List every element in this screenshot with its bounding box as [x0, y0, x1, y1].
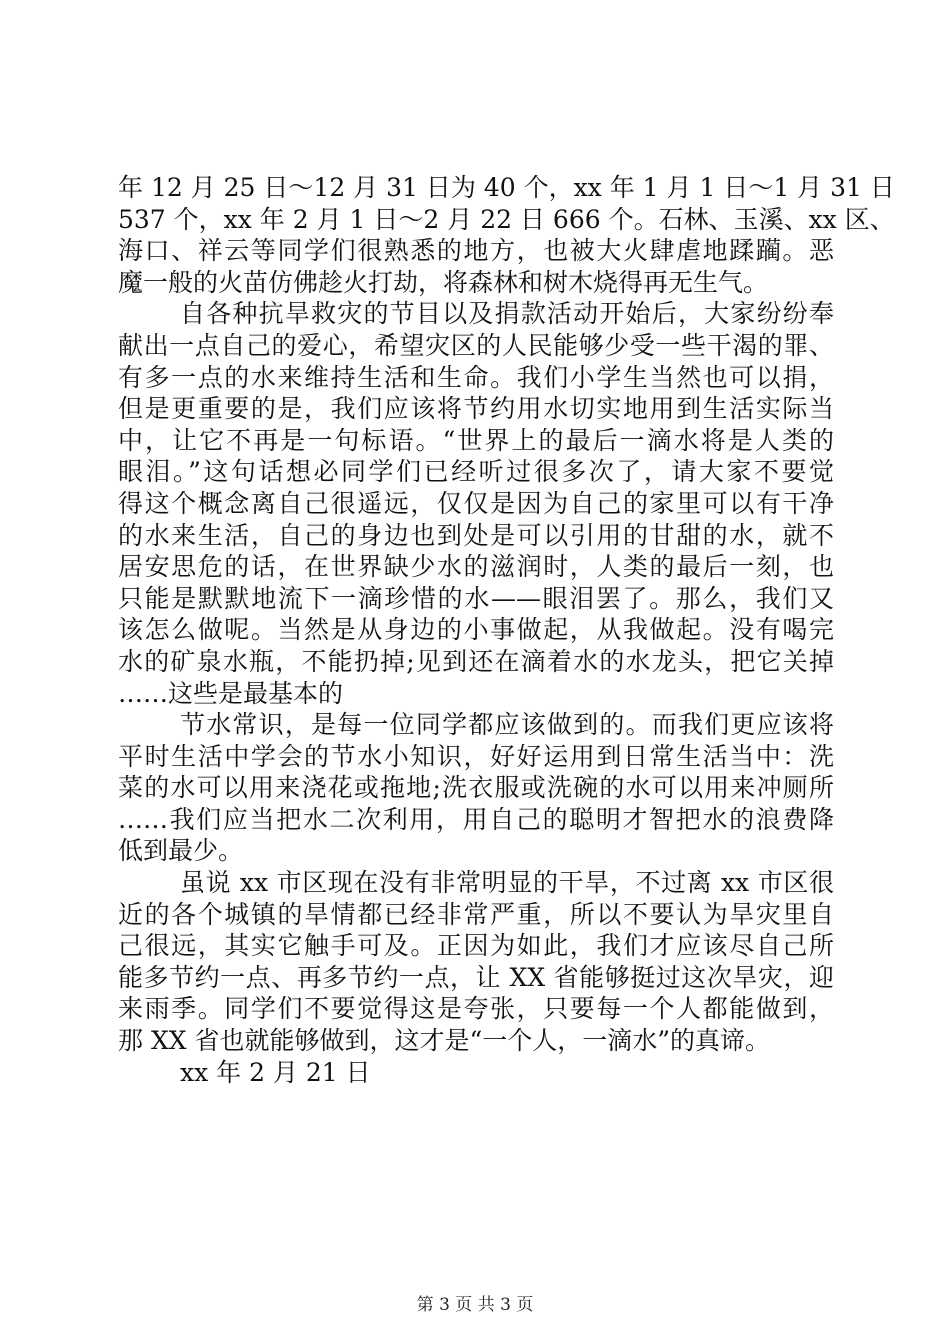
paragraph-start-line: 自各种抗旱救灾的节目以及捐款活动开始后，大家纷纷奉: [180, 299, 834, 329]
paragraph-start-line: 虽说 xx 市区现在没有非常明显的干旱，不过离 xx 市区很: [180, 868, 834, 898]
text-line: 年 12 月 25 日～12 月 31 日为 40 个，xx 年 1 月 1 日～1 月 31 日: [118, 173, 895, 202]
text-line: 献出一点自己的爱心，希望灾区的人民能够少受一些干渴的罪、: [118, 330, 834, 360]
text-line: 只能是默默地流下一滴珍惜的水——眼泪罢了。那么，我们又: [118, 583, 834, 613]
text-line: 低到最少。: [118, 836, 244, 866]
text-line: 有多一点的水来维持生活和生命。我们小学生当然也可以捐，: [118, 362, 834, 392]
text-line: 己很远，其实它触手可及。正因为如此，我们才应该尽自己所: [118, 931, 834, 961]
text-line: 的水来生活，自己的身边也到处是可以引用的甘甜的水，就不: [118, 520, 834, 550]
text-line: ……这些是最基本的: [118, 678, 344, 708]
text-line: 537 个，xx 年 2 月 1 日～2 月 22 日 666 个。石林、玉溪、xx 区、: [118, 204, 895, 234]
document-body: [118, 172, 895, 1088]
text-line: 得这个概念离自己很遥远，仅仅是因为自己的家里可以有干净: [118, 488, 834, 518]
text-line: 来雨季。同学们不要觉得这是夸张，只要每一个人都能做到，: [118, 994, 834, 1024]
text-line: 眼泪。”这句话想必同学们已经听过很多次了，请大家不要觉: [118, 457, 834, 487]
text-line: 中，让它不再是一句标语。“世界上的最后一滴水将是人类的: [118, 425, 834, 455]
paragraph-start-line: 节水常识，是每一位同学都应该做到的。而我们更应该将: [180, 710, 834, 740]
text-line: 海口、祥云等同学们很熟悉的地方，也被大火肆虐地蹂躏。恶: [118, 236, 834, 266]
date-line: xx 年 2 月 21 日: [180, 1057, 371, 1087]
page-footer: 第 3 页 共 3 页: [416, 1295, 534, 1315]
text-line: 魔一般的火苗仿佛趁火打劫，将森林和树木烧得再无生气。: [118, 267, 769, 297]
text-line: 能多节约一点、再多节约一点，让 XX 省能够挺过这次旱灾，迎: [118, 962, 834, 992]
text-line: 平时生活中学会的节水小知识，好好运用到日常生活当中：洗: [118, 741, 834, 771]
text-line: 水的矿泉水瓶，不能扔掉;见到还在滴着水的水龙头，把它关掉: [118, 646, 834, 676]
text-line: 菜的水可以用来浇花或拖地;洗衣服或洗碗的水可以用来冲厕所: [118, 773, 834, 803]
text-line: 居安思危的话，在世界缺少水的滋润时，人类的最后一刻，也: [118, 552, 834, 582]
text-line: 该怎么做呢。当然是从身边的小事做起，从我做起。没有喝完: [118, 615, 834, 645]
text-line: 近的各个城镇的旱情都已经非常严重，所以不要认为旱灾里自: [118, 899, 834, 929]
text-line: ……我们应当把水二次利用，用自己的聪明才智把水的浪费降: [118, 804, 834, 834]
text-line: 但是更重要的是，我们应该将节约用水切实地用到生活实际当: [118, 394, 834, 424]
text-line: 那 XX 省也就能够做到，这才是“一个人，一滴水”的真谛。: [118, 1026, 771, 1056]
